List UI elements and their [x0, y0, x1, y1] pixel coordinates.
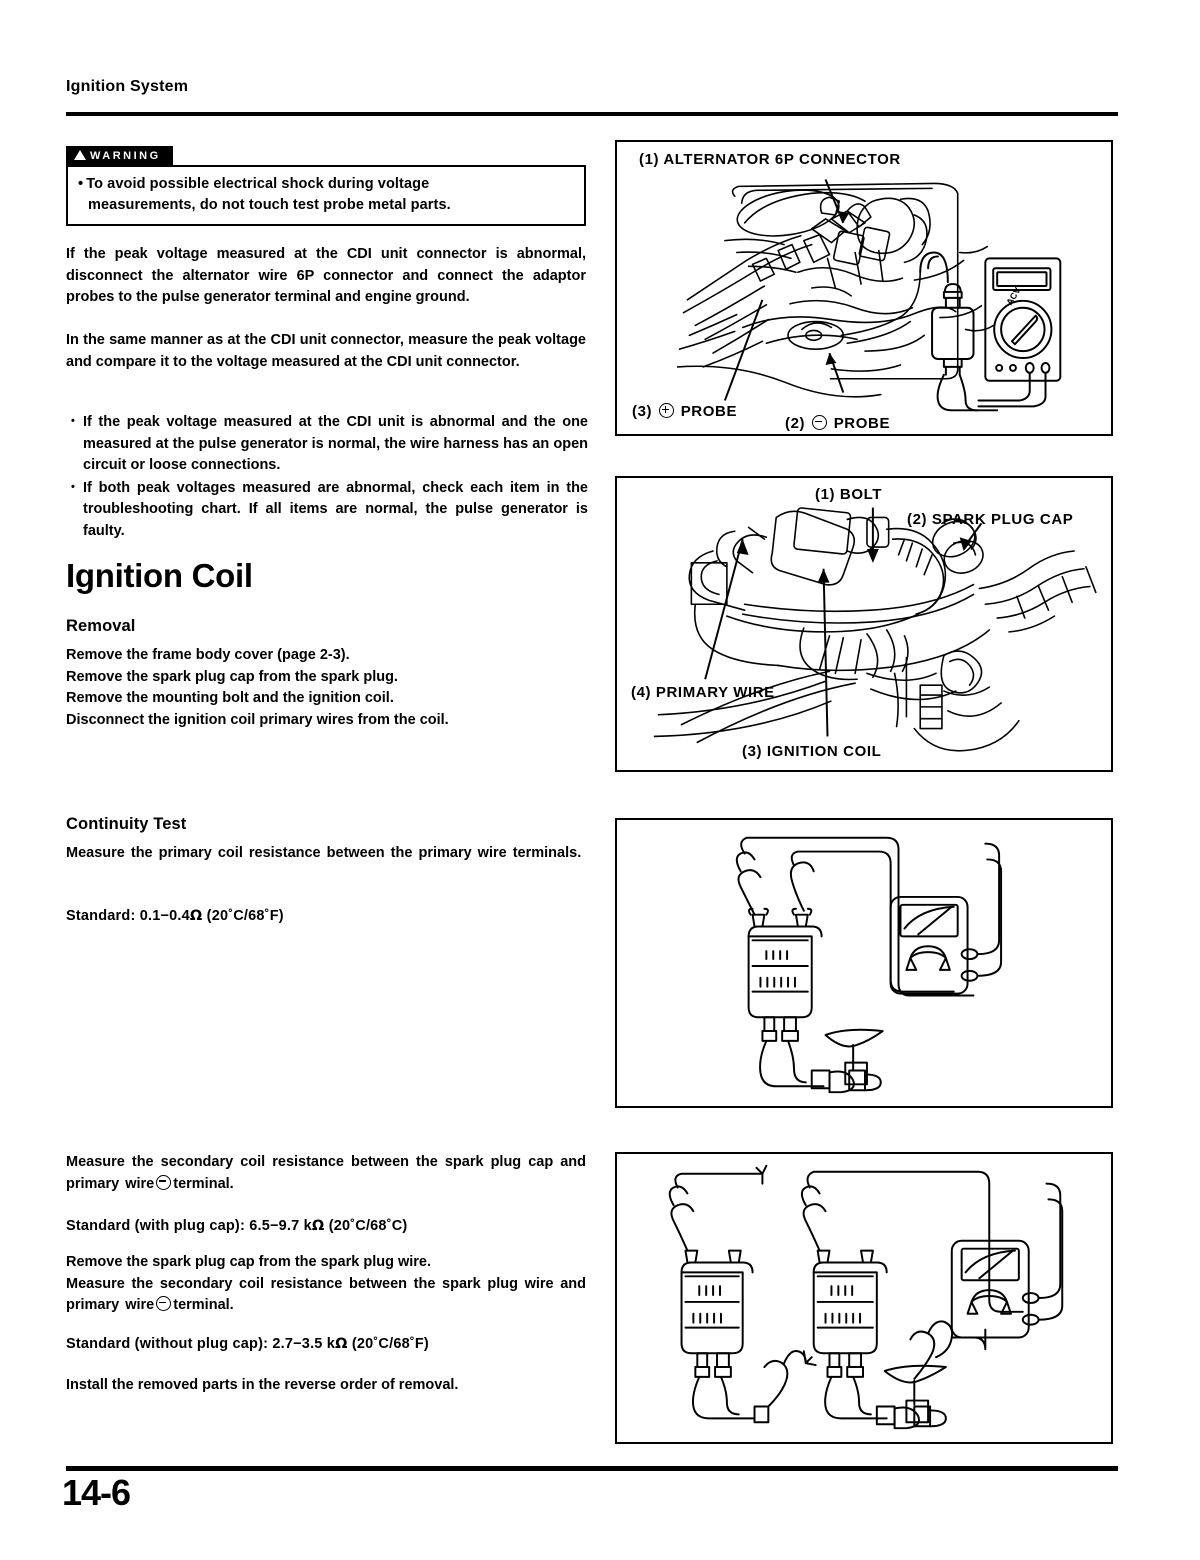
list-item: • If both peak voltages measured are abnormal, check each item in the troubleshooting chart. If all items are normal, the pulse generator is faulty.: [70, 478, 588, 543]
ohm-symbol: Ω: [335, 1336, 348, 1352]
standard-with-plug-cap-temp: (20˚C/68˚C): [328, 1218, 408, 1234]
figure1-callout-2-number: (2): [785, 415, 806, 432]
secondary-paragraph-2-line-2: [66, 1274, 586, 1317]
figure1-callout-3: [632, 403, 737, 420]
standard-primary-label: Standard:: [66, 908, 136, 924]
list-item: • If the peak voltage measured at the CDI unit is abnormal and the one measured at the pulse generator is normal, the wire harness has an open circuit or loose connections.: [70, 412, 588, 477]
figure-ignition-coil-location: [615, 476, 1113, 772]
ohm-symbol: Ω: [311, 1218, 325, 1234]
intro-paragraph-2: In the same manner as at the CDI unit connector, measure the peak voltage and compare it to the voltage measured at the CDI unit connector.: [66, 332, 586, 370]
removal-step-list: [66, 645, 586, 731]
intro-paragraph-1-wrap: [66, 244, 586, 309]
svg-text:ACV: ACV: [1004, 285, 1023, 307]
warning-line-1: To avoid possible electrical shock during voltage: [86, 176, 430, 192]
secondary-paragraph-2-tail: terminal.: [173, 1297, 234, 1313]
standard-primary-value: 0.1−0.4: [139, 908, 190, 924]
removal-step: Remove the frame body cover (page 2-3).: [66, 647, 350, 663]
figure2-callout-3: (3) IGNITION COIL: [742, 743, 882, 760]
secondary-paragraph-2-line-1: Remove the spark plug cap from the spark plug wire.: [66, 1254, 432, 1270]
removal-heading: Removal: [66, 617, 136, 635]
continuity-paragraph-wrap: [66, 843, 586, 865]
standard-with-plug-cap-label: Standard (with plug cap):: [66, 1218, 245, 1234]
continuity-test-heading: Continuity Test: [66, 815, 187, 833]
standard-without-plug-cap: [66, 1336, 429, 1352]
plus-circle-icon: [659, 403, 674, 418]
standard-without-plug-cap-value: 2.7−3.5 k: [272, 1336, 336, 1352]
header-rule: [66, 112, 1118, 116]
minus-circle-icon: [156, 1296, 171, 1311]
intro-paragraph-2-wrap: [66, 330, 586, 373]
secondary-paragraph-1-text: Measure the secondary coil resistance between the spark plug cap and primary wire: [66, 1154, 586, 1192]
removal-step: Disconnect the ignition coil primary wires from the coil.: [66, 711, 449, 728]
warning-bullet: •: [78, 176, 84, 192]
page-number: 14-6: [62, 1472, 131, 1513]
figure2-callout-2: (2) SPARK PLUG CAP: [907, 511, 1074, 528]
warning-triangle-icon: [74, 150, 86, 160]
standard-primary-temp: (20˚C/68˚F): [206, 908, 284, 924]
warning-tab: [66, 146, 173, 167]
figure1-callout-3-label: PROBE: [680, 403, 738, 420]
install-paragraph-wrap: [66, 1375, 586, 1397]
warning-box: [66, 146, 586, 226]
minus-circle-icon: [812, 415, 827, 430]
continuity-paragraph: Measure the primary coil resistance between the primary wire terminals.: [66, 845, 582, 861]
install-paragraph: Install the removed parts in the reverse order of removal.: [66, 1377, 459, 1393]
removal-step: Remove the spark plug cap from the spark plug.: [66, 668, 398, 685]
standard-without-plug-cap-label: Standard (without plug cap):: [66, 1336, 269, 1352]
figure1-callout-2-label: PROBE: [833, 415, 891, 432]
figure2-callout-4: (4) PRIMARY WIRE: [631, 684, 775, 701]
secondary-paragraph-2-wrap: [66, 1252, 586, 1317]
standard-with-plug-cap-value: 6.5−9.7 k: [249, 1218, 312, 1234]
figure-primary-continuity-test: [615, 818, 1113, 1108]
intro-paragraph-1: If the peak voltage measured at the CDI unit connector is abnormal, disconnect the alternator wire 6P connector and connect the adaptor probes to the pulse generator terminal and engine ground.: [66, 246, 586, 305]
section-title: Ignition Coil: [66, 557, 253, 594]
warning-tab-label: WARNING: [90, 150, 161, 162]
standard-without-plug-cap-temp: (20˚C/68˚F): [351, 1336, 429, 1352]
warning-text: [66, 165, 586, 226]
minus-circle-icon: [156, 1175, 171, 1190]
figure2-callout-1: (1) BOLT: [815, 486, 883, 503]
footer-rule: [66, 1466, 1118, 1471]
secondary-paragraph-2-text: Measure the secondary coil resistance between the spark plug wire and primary wire: [66, 1275, 586, 1313]
secondary-paragraph-1-wrap: [66, 1152, 586, 1195]
figure-secondary-continuity-test: [615, 1152, 1113, 1444]
ohm-symbol: Ω: [189, 908, 203, 924]
standard-with-plug-cap: [66, 1218, 407, 1234]
secondary-paragraph-1-tail: terminal.: [173, 1175, 234, 1192]
page-header-title: Ignition System: [66, 78, 189, 95]
figure-alternator-6p-connector: [615, 140, 1113, 436]
warning-line-2: measurements, do not touch test probe metal parts.: [88, 197, 451, 213]
intro-bullet-list: [70, 412, 588, 543]
secondary-paragraph-1: [66, 1152, 586, 1195]
figure1-callout-1: (1) ALTERNATOR 6P CONNECTOR: [639, 151, 901, 168]
figure1-callout-2: [785, 415, 890, 432]
standard-primary: [66, 908, 284, 924]
removal-step: Remove the mounting bolt and the ignition coil.: [66, 690, 394, 706]
figure1-callout-3-number: (3): [632, 403, 653, 420]
